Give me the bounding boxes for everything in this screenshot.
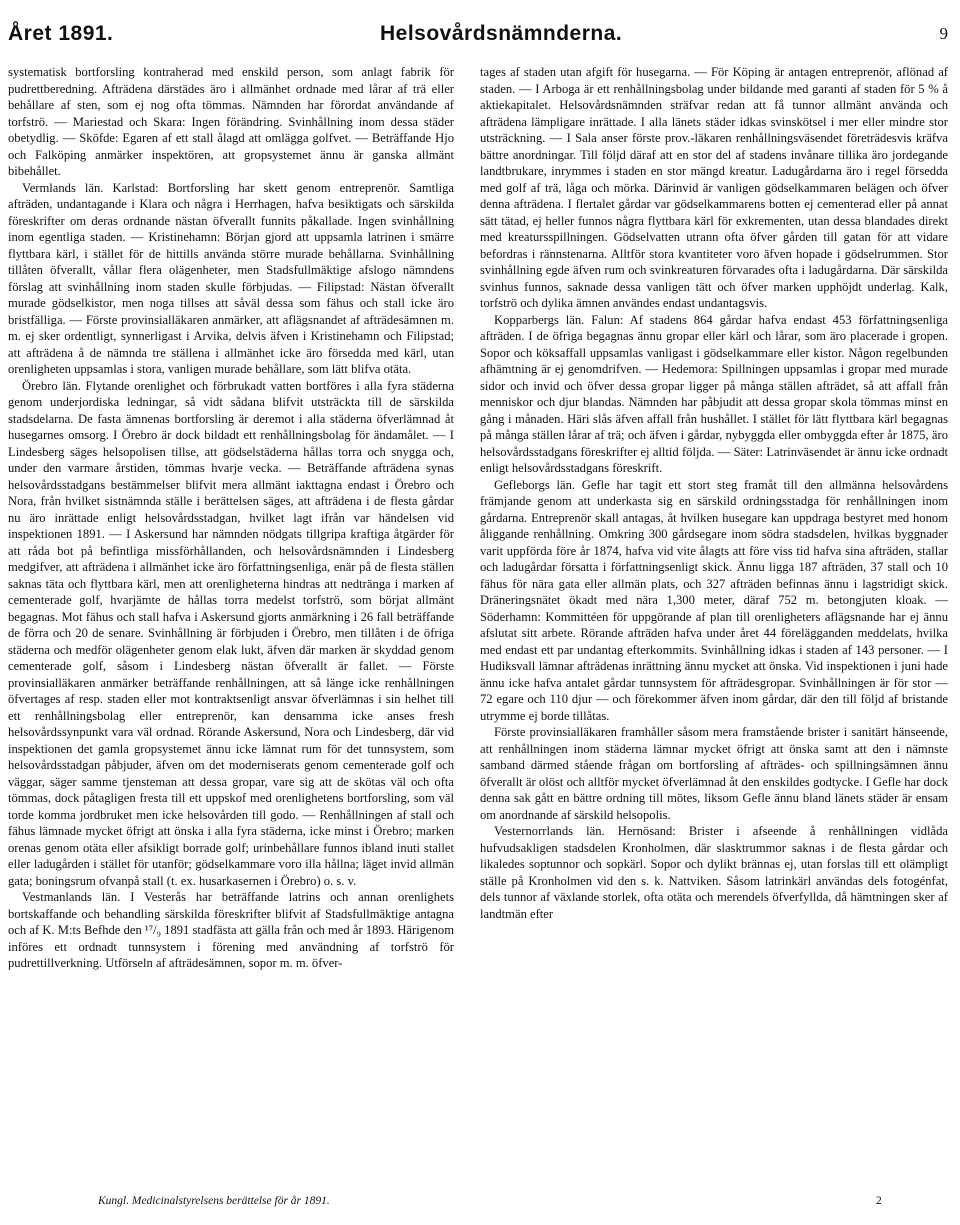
paragraph: Vestmanlands län. I Vesterås har beträffande latrins och annan orenlighets bortskaffande och behandling särskilda föreskrifter blifvit af Stadsfullmäktige antagna och af K. M:ts Befhde den ¹⁷/₉ 1891 stadfästa att gälla från och med år 1893. Härigenom införes ett ordnadt tunnsystem i förening med användning af torfströ för pudrettillverkning. Utförseln af afträdesämnen, sopor m. m. öfver- (8, 890, 454, 970)
left-column (8, 64, 454, 972)
header-title: Helsovårdsnämnderna. (380, 22, 623, 45)
paragraph: Gefleborgs län. Gefle har tagit ett stort steg framåt till den allmänna helsovårdens främjande genom att underkasta sig en särskild ordningsstadga för renhållningen inom gårdarna. Entreprenör skall antagas, åt hvilken husegare kan uppdraga bestyret med honom åliggande renhållning. Omkring 300 gårdsegare inom södra stadsdelen, hvilkas byggnader varit uppförda före år 1874, hafva vid vite ålagts att före viss tid hafva sina afträden, stallar och ladugårdar försatta i författningsenligt skick. Ännu ligga 187 afträden, 37 stall och 10 fähus för nära gata eller allmän plats, och 327 afträden befinnas ännu i lagstridigt skick. Dräneringsnätet ökadt med nära 1,300 meter, däraf 752 m. betongjuten kloak. — Söderhamn: Kommittéen för uppgörande af plan till orenligheters aflägsnande har ej ännu afslutat sitt arbete. Rörande afträden hafva under året 44 förelägganden meddelats, hvilka med endast ett par undantag efterkommits. Svinhållning idkas i staden af 143 personer. — I Hudiksvall lämnar afträdenas inrättning ännu mycket att önska. Vid inspektionen i juni hade ännu icke hafva antalet gårdar tunnsystem för afträdesgropar. Svinhållningen är för stor — 72 egare och 110 djur — och förekommer äfven inom gårdar, där den till följd af bristande utrymme ej borde tillåtas. (480, 477, 948, 723)
footer-signature-mark: 2 (876, 1195, 882, 1207)
page-number: 9 (939, 24, 948, 43)
right-column (480, 64, 948, 922)
paragraph: Vermlands län. Karlstad: Bortforsling har skett genom entreprenör. Samtliga afträden, undantagande i Klara och några i Herrhagen, hafva besiktigats och särskilda föreskrifter om deras ordnande nästan öfverallt funnits påkallade. Ingen svinhållning inom egentliga staden. — Kristinehamn: Början gjord att uppsamla latrinen i smärre flyttbara kärl, i stället för de hittills använda större murade behållarna. Svinhållning tillåten öfverallt, vållar flera olägenheter, men Stadsfullmäktige afslogo nämndens förslag att svinhållning inom staden skulle förbjudas. — Filipstad: Nästan öfverallt murade gödselkistor, men noga tillses att såväl dessa som fähus och stall icke äro bristfälliga. — Förste provinsialläkaren anmärker, att aflägsnandet af afträdesämnen m. m. ej sker ordentligt, synnerligast i Arvika, delvis äfven i Kristinehamn och Filipstad; att afträdena å de nämnda tre ställena i allmänhet icke äro försedda med kärl, utan orenligheten uppsamlas i stora, vanligen murade behållare, som lätt blifva otäta. (8, 180, 454, 376)
paragraph: Förste provinsialläkaren framhåller såsom mera framstående brister i sanitärt hänseende, att renhållningen inom städerna lämnar mycket öfrigt att önska samt att den i nämnste samband därmed stående frågan om bortforsling af afträdes- och spillningsämnen ännu öfverallt är olöst och alltför mycket öfverlämnad åt den enskildes godtycke. I Gefle har dock denna sak gått en bättre ordning till mötes, liksom Gefle ännu bland länets städer är ensam om anordnande af särskild helsopolis. (480, 725, 948, 822)
paragraph: tages af staden utan afgift för husegarna. — För Köping är antagen entreprenör, aflönad af staden. — I Arboga är ett renhållningsbolag under bildande med garanti af staden för 5 % å aktiekapitalet. Helsovårdsnämnden sträfvar redan att få tunnor allmänt använda och afträdena lämpligare inrättade. I alla länets städer idkas svinskötsel i mer eller mindre stor utsträckning. — I Sala anser förste prov.-läkaren renhållningsväsendet företrädesvis kräfva bättre anordningar. Till följd däraf att en stor del af stadens invånare tillika äro jordegande landtbrukare, inrymmes i staden en stor mängd kreatur. Ladugårdarna äro i regel försedda med golf af trä, låga och mörka. Därinvid är vanligen gödselkammaren belägen och öfver denna afträdena. I flertalet gårdar var gödselkammarens botten ej cementerad eller på annat sätt tätad, ej heller funnos några flyttbara kärl för exkrementen, utan dessa blandades direkt med kreatursspillningen. Gödselvatten utrann ofta öfver gården till gatan för att vidare befordras i rännstenarna. Alltför stora kvantiteter voro äfven hopade i gödselrummen. Stor svinhållning egde äfven rum och svinkreaturen förvarades ofta i ladugårdarna. Där särskilda svinhus funnos, saknade dessa vanligen tätt och öfver marken upphöjdt underlag. Kalk, torfströ och dylika ämnen användes endast undantagsvis. (480, 65, 948, 310)
paragraph: Vesternorrlands län. Hernösand: Brister i afseende å renhållningen vidlåda hufvudsakligen stadsdelen Kronholmen, där slasktrummor saknas i de flesta gårdar och likaledes soptunnor och sopkärl. Sopor och dylikt brännas ej, utan forslas till ett olämpligt ställe på Kronholmen vid den s. k. Nattviken. Såsom latrinkärl användas dels fotogénfat, dels tunnor af växlande storlek, ofta otäta och merendels öfverfyllda, då hämtningen sker af landtmän efter (480, 824, 948, 921)
footer-source: Kungl. Medicinalstyrelsens berättelse för år 1891. (98, 1195, 330, 1207)
paragraph: Örebro län. Flytande orenlighet och förbrukadt vatten bortföres i alla fyra städerna genom underjordiska ledningar, så vidt sådana blifvit utsträckta till de särskilda stadsdelarna. De fasta ämnenas bortforsling är deremot i alla städerna öfverlämnad åt husegarnes omsorg. I Örebro är dock bildadt ett renhållningsbolag för ändamålet. — I Lindesberg säges helsopolisen tillse, att gödselstäderna hållas torra och snygga och, under den varmare årstiden, tömmas hvarje vecka. — Beträffande afträdena synas helsovårdsstadgans bestämmelser blifvit mera allmänt iakttagna endast i Örebro och Nora, från hvilket sistnämnda ställe i berättelsen säges, att afträdena i de flesta gårdar nu äro inrättade enligt helsovårdsstadgan, hvilket lagt ifrån var händelsen vid inspektionen 1891. — I Askersund har nämnden nödgats tillgripa kraftiga åtgärder för att råda bot på befintliga missförhållanden, och helsovårdsnämnden i Lindesberg medgifver, att afträdena i allmänhet icke äro författningsenliga, enär på de flesta ställen saknas täta och flyttbara kärl, men att orenligheterna hindras att nedtränga i marken af cementerade golf, hvarjämte de hållas torra medelst torfströ, som börjat allmänt begagnas. Mot fähus och stall hafva i Askersund gjorts anmärkning i 26 fall beträffande de förra och 20 de senare. Svinhållning är förbjuden i Örebro, men tillåten i de öfriga städerna och medför olägenheter genom elak lukt, äfven där marken är skyddad genom cementerade golf, såsom i Lindesberg nästan öfverallt är fallet. — Förste provinsialläkaren anmärker beträffande renhållningen, att så länge icke renhållningen öfvertages af resp. staden eller mot kontraktsenligt ansvar öfverlämnas i sin helhet till ett renhållningsbolag eller entreprenör, kan densamma icke anses fresh helsovårdssynpunkt vara väl ordnad. Rörande Askersund, Nora och Lindesberg, där vid inspektionen det gamla gropsystemet ännu icke lämnat rum för det tunnsystem, som helsovårdsstadgan påbjuder, äfven om det moderniserats genom cementerade golf och väggar, säger samme tjensteman att dessa gropar, vare sig att de skötas väl och ofta tömmas, dock påtagligen fresta till ett uppskof med orenlighetens bortforsling, som väl torde komma jordbruket men icke helsovården till godo. — Renhållningen af stall och fähus lämnade mycket öfrigt att önska i alla fyra städerna, icke minst i Örebro; marken orenas genom otäta eller afsikligt borrade golf; urinbehållare funnos ibland inuti stallet eller ladugården i stället för utanför; gödselkammare voro illa hållna; läget invid allmän gata; boningsrum ofvanpå stall (t. ex. husarkasernen i Örebro) o. s. v. (8, 378, 454, 888)
header-year: Året 1891. (8, 22, 114, 45)
paragraph: Kopparbergs län. Falun: Af stadens 864 gårdar hafva endast 453 författningsenliga afträden. I de öfriga begagnas ännu gropar eller kärl och lårar, som äro placerade i gropen. Sopor och köksaffall uppsamlas vanligast i gödselkammare eller kistor. Någon regelbunden afhämtning är ej genomdrifven. — Hedemora: Spillningen uppsamlas i gropar med murade sidor och invid och öfver dessa gropar ligger på många ställen afträdet, så att affall från menniskor och djur blandas. Nämnden har påbjudit att dessa gropar skola tömmas minst en gång i månaden. Häri slås äfven affall från hushållet. I stället för lätt flyttbara kärl begagnas på många ställen lårar af trä; och äfven i gårdar, nybyggda eller ombyggda efter år 1875, äro helsovårdsstadgans föreskrifter ej alltid följda. — Säter: Latrinväsendet är ännu icke ordnadt enligt helsovårdsstadgans föreskrift. (480, 312, 948, 475)
page-header (8, 22, 948, 52)
paragraph: systematisk bortforsling kontraherad med enskild person, som anlagt fabrik för pudrettberedning. Afträdena därstädes äro i allmänhet ordnade med lårar af trä eller behållare af sten, som ej nog ofta tömmas. Nämnden har förordat användande af torfströ. — Mariestad och Skara: Ingen förändring. Svinhållning inom dessa städer obetydlig. — Sköfde: Egaren af ett stall ålagd att omlägga golfvet. — Beträffande Hjo och Falköping anmärker inspektören, att gropsystemet ännu är ganska allmänt bibehållet. (8, 65, 454, 178)
